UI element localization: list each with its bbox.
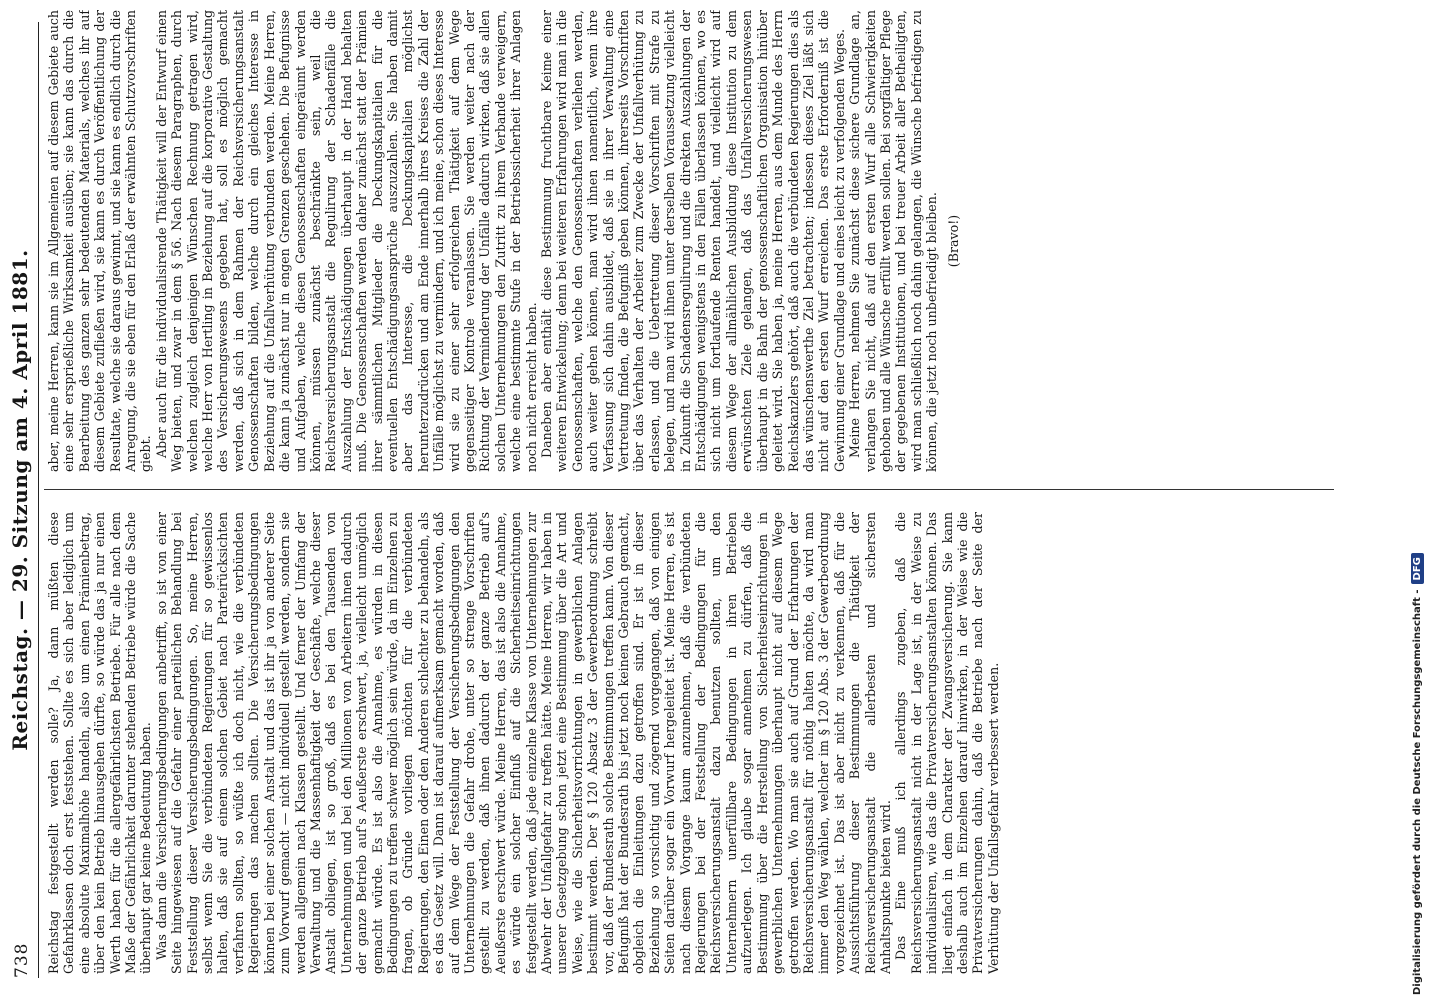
applause-note: (Bravo!): [945, 214, 961, 268]
credit-text: Digitalisierung gefördert durch die Deutsche Forschungsgemeinschaft -: [1412, 589, 1423, 995]
left-paragraph-3: Das Eine muß ich allerdings zugeben, daß die Reichsversicherungsanstalt nicht in der Lage ist, in der Weise zu individualisiren, wie das die Privatversicherungsanstalten können. Das liegt einfach in dem Charakter der Zwangsversicherung. Sie kann deshalb auch im Einzelnen darauf hinwirken, in der Weise wie die Privatversicherungen dahin, daß die Betriebe nach der Seite der Verhütung der Unfallsgefahr verbessert werden.: [893, 512, 1001, 974]
column-divider: [44, 489, 1334, 490]
page-header-title: Reichstag. — 29. Sitzung am 4. April 1881.: [8, 249, 32, 751]
left-paragraph-1: Reichstag festgestellt werden solle? Ja, dann müßten diese Gefahrklassen doch erst feststehen. Sollte es sich aber lediglich um eine absolute Maximalhöhe handeln, also um einen Prämienbetrag, über den kein Betrieb hinausgehen dürfte, so würde das ja nur einen Werth haben für die allergefährlichsten Betriebe. Für alle nach dem Maße der Gefährlichkeit darunter stehenden Betriebe würde die Sache überhaupt gar keine Bedeutung haben.: [46, 512, 154, 974]
left-column: [46, 512, 1336, 974]
right-paragraph-3: Daneben aber enthält diese Bestimmung fruchtbare Keime einer weiteren Entwickelung; denn bei weiteren Erfahrungen wird man in die Genossenschaften, welche den Genossenschaften verliehen werden, auch weiter gehen können, man wird ihnen namentlich, wenn ihre Verfassung sich dahin ausbildet, daß sie in ihrer Verwaltung eine Vertretung finden, die Befugniß geben können, ihrerseits Vorschriften über das Verhalten der Arbeiter zum Zwecke der Unfallverhütung zu erlassen, und die Uebertretung dieser Vorschriften mit Strafe zu belegen, und man wird ihnen unter derselben Voraussetzung vielleicht in Zukunft die Schadensregulirung und die direkten Auszahlungen der Entschädigungen wenigstens in den Fällen überlassen können, wo es sich nicht um fortlaufende Renten handelt, und vielleicht wird auf diesem Wege der allmählichen Ausbildung diese Institution zu dem erwünschten Ziele gelangen, daß das Unfallversicherungswesen überhaupt in die Bahn der genossenschaftlichen Organisation hinüber geleitet wird. Sie haben ja, meine Herren, aus dem Munde des Herrn Reichskanzlers gehört, daß auch die verbündeten Regierungen dies als das wünschenswerthe Ziel betrachten; indessen dieses Ziel läßt sich nicht auf den ersten Wurf erreichen. Das erste Erforderniß ist die Gewinnung einer Grundlage und eines leicht zu verfolgenden Weges.: [539, 10, 847, 472]
right-column: [46, 10, 1336, 472]
digitization-credit: [1411, 553, 1424, 995]
page-number: 738: [12, 942, 32, 978]
dfg-logo: DFG: [1411, 553, 1424, 584]
right-paragraph-2: Aber auch für die individualisirende Thätigkeit will der Entwurf einen Weg bieten, und zwar in dem § 56. Nach diesem Paragraphen, durch welchen zugleich denjenigen Wünschen Rechnung getragen wird, welche Herr von Hertling in Beziehung auf die korporative Gestaltung des Versicherungswesens gegeben hat, soll es möglich gemacht werden, daß sich in dem Rahmen der Reichsversicherungsanstalt Genossenschaften bilden, welche durch ein gleiches Interesse in Beziehung auf die Unfallverhütung verbunden werden. Meine Herren, die kann ja zunächst nur in engen Grenzen geschehen. Die Befugnisse und Aufgaben, welche diesen Genossenschaften eingeräumt werden können, müssen zunächst beschränkte sein, weil die Reichsversicherungsanstalt die Regulirung der Schadenfälle die Auszahlung der Entschädigungen überhaupt in der Hand behalten muß. Die Genossenschaften werden daher zunächst statt der Prämien ihrer sämmtlichen Mitglieder die Deckungskapitalien für die eventuellen Entschädigungsansprüche auszuzahlen. Sie haben damit aber das Interesse, die Deckungskapitalien möglichst herunterzudrücken und am Ende innerhalb ihres Kreises die Zahl der Unfälle möglichst zu vermindern, und ich meine, schon dieses Interesse wird sie zu einer sehr erfolgreichen Thätigkeit auf dem Wege gegenseitiger Kontrole veranlassen. Sie werden weiter nach der Richtung der Verminderung der Unfälle dadurch wirken, daß sie allen solchen Unternehmungen den Zutritt zu ihrem Verbande verweigern, welche eine bestimmte Stufe in der Betriebssicherheit ihrer Anlagen noch nicht erreicht haben.: [153, 10, 539, 472]
right-paragraph-4: Meine Herren, nehmen Sie zunächst diese sichere Grundlage an, verlangen Sie nicht, daß auf den ersten Wurf alle Schwierigkeiten gehoben und alle Wünsche erfüllt werden sollen. Bei sorgfältiger Pflege der gegebenen Institutionen, und bei treuer Arbeit aller Betheiligten, wird man schließlich noch dahin gelangen, die Wünsche befriedigen zu können, die jetzt noch unbefriedigt bleiben.: [847, 10, 940, 472]
right-paragraph-1: aber, meine Herren, kann sie im Allgemeinen auf diesem Gebiete auch eine sehr ersprießliche Wirksamkeit ausüben; sie kann das durch die Bearbeitung des ganzen sehr bedeutenden Materials, welches ihr auf diesem Gebiete zufließen wird, sie kann es durch Veröffentlichung der Resultate, welche sie daraus gewinnt, und sie kann es endlich durch die Anregung, die sie eben für den Erlaß der erwähnten Schutzvorschriften giebt.: [46, 10, 154, 472]
left-paragraph-2: Was dann die Versicherungsbedingungen anbetrifft, so ist von einer Seite hingewiesen auf die Gefahr einer parteilichen Behandlung bei Feststellung dieser Versicherungsbedingungen. So, meine Herren, selbst wenn Sie die verbündeten Regierungen für so gewissenlos halten, daß sie auf einem solchen Gebiet nach Parteirücksichten verfahren sollten, so wüßte ich doch nicht, wie die verbündeten Regierungen das machen sollten. Die Versicherungsbedingungen können bei einer solchen Anstalt und das ist ihr ja von anderer Seite zum Vorwurf gemacht — nicht individuell gestellt werden, sondern sie werden allgemein nach Klassen gestellt. Und ferner der Umfang der Verwaltung und die Massenhaftigkeit der Geschäfte, welche dieser Anstalt obliegen, ist so groß, daß es bei den Tausenden von Unternehmungen und bei den Millionen von Arbeitern ihnen dadurch der ganze Betrieb auf's Aeußerste erschwert, ja, vielleicht unmöglich gemacht würde. Es ist also die Annahme, es würden in diesen Bedingungen zu treffen schwer möglich sein würde, da im Einzelnen zu fragen, ob Gründe vorliegen möchten für die verbündeten Regierungen, den Einen oder den Anderen schlechter zu behandeln, als es das Gesetz will. Dann ist darauf aufmerksam gemacht worden, daß auf dem Wege der Feststellung der Versicherungsbedingungen den Unternehmungen die Gefahr drohe, unter so strenge Vorschriften gestellt zu werden, daß ihnen dadurch der ganze Betrieb auf's Aeußerste erschwert würde. Meine Herren, das ist also die Annahme, es würde ein solcher Einfluß auf die Sicherheitseinrichtungen festgestellt werden, daß jede einzelne Klasse von Unternehmungen zur Abwehr der Unfallgefahr zu treffen hätte. Meine Herren, wir haben in unserer Gesetzgebung schon jetzt eine Bestimmung über die Art und Weise, wie die Sicherheitsvorrichtungen in gewerblichen Anlagen bestimmt werden. Der § 120 Absatz 3 der Gewerbeordnung schreibt vor, daß der Bundesrath solche Bestimmungen treffen kann. Von dieser Befugniß hat der Bundesrath bis jetzt noch keinen Gebrauch gemacht, obgleich die Einleitungen dazu getroffen sind. Er ist in dieser Beziehung so vorsichtig und zögernd vorgegangen, daß von einigen Seiten darüber sogar ein Vorwurf hergeleitet ist. Meine Herren, es ist nach diesem Vorgange kaum anzunehmen, daß die verbündeten Regierungen bei der Feststellung der Bedingungen für die Reichsversicherungsanstalt dazu benutzen sollten, um den Unternehmern unerfüllbare Bedingungen in ihren Betrieben aufzuerlegen. Ich glaube sogar annehmen zu dürfen, daß die Bestimmung über die Herstellung von Sicherheitseinrichtungen in gewerblichen Unternehmungen überhaupt nicht auf diesem Wege getroffen werden. Wo man sie auch auf Grund der Erfahrungen der Reichsversicherungsanstalt für nöthig halten möchte, da wird man immer den Weg wählen, welcher im § 120 Abs. 3 der Gewerbeordnung vorgezeichnet ist. Das ist aber nicht zu verkennen, daß für die Aussichtsführung dieser Bestimmungen die Thätigkeit der Reichsversicherungsanstalt die allerbesten und sichersten Anhaltspunkte bieten wird.: [153, 512, 893, 974]
header-rule: [38, 22, 39, 978]
